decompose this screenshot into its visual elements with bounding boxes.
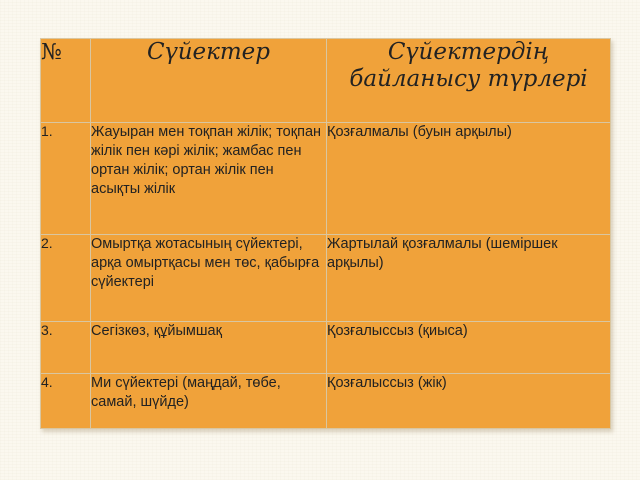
row-connection-type: Жартылай қозғалмалы (шеміршек арқылы)	[327, 235, 611, 322]
row-number: 3.	[41, 322, 91, 374]
table-row	[41, 235, 611, 322]
bones-connection-table	[40, 38, 611, 429]
row-connection-type: Қозғалыссыз (жік)	[327, 374, 611, 429]
table-row	[41, 123, 611, 235]
row-number: 1.	[41, 123, 91, 235]
header-connection-types: Сүйектердің байланысу түрлері	[327, 39, 611, 123]
row-number: 4.	[41, 374, 91, 429]
row-bones: Жауыран мен тоқпан жілік; тоқпан жілік пен кәрі жілік; жамбас пен ортан жілік; ортан жілік пен асықты жілік	[91, 123, 327, 235]
row-connection-type: Қозғалыссыз (қиыса)	[327, 322, 611, 374]
table-header-row	[41, 39, 611, 123]
row-connection-type: Қозғалмалы (буын арқылы)	[327, 123, 611, 235]
table-row	[41, 374, 611, 429]
header-number: №	[41, 39, 91, 123]
row-bones: Ми сүйектері (маңдай, төбе, самай, шүйде)	[91, 374, 327, 429]
row-bones: Омыртқа жотасының сүйектері, арқа омыртқасы мен төс, қабырға сүйектері	[91, 235, 327, 322]
row-bones: Сегізкөз, құйымшақ	[91, 322, 327, 374]
header-bones: Сүйектер	[91, 39, 327, 123]
table-row	[41, 322, 611, 374]
row-number: 2.	[41, 235, 91, 322]
